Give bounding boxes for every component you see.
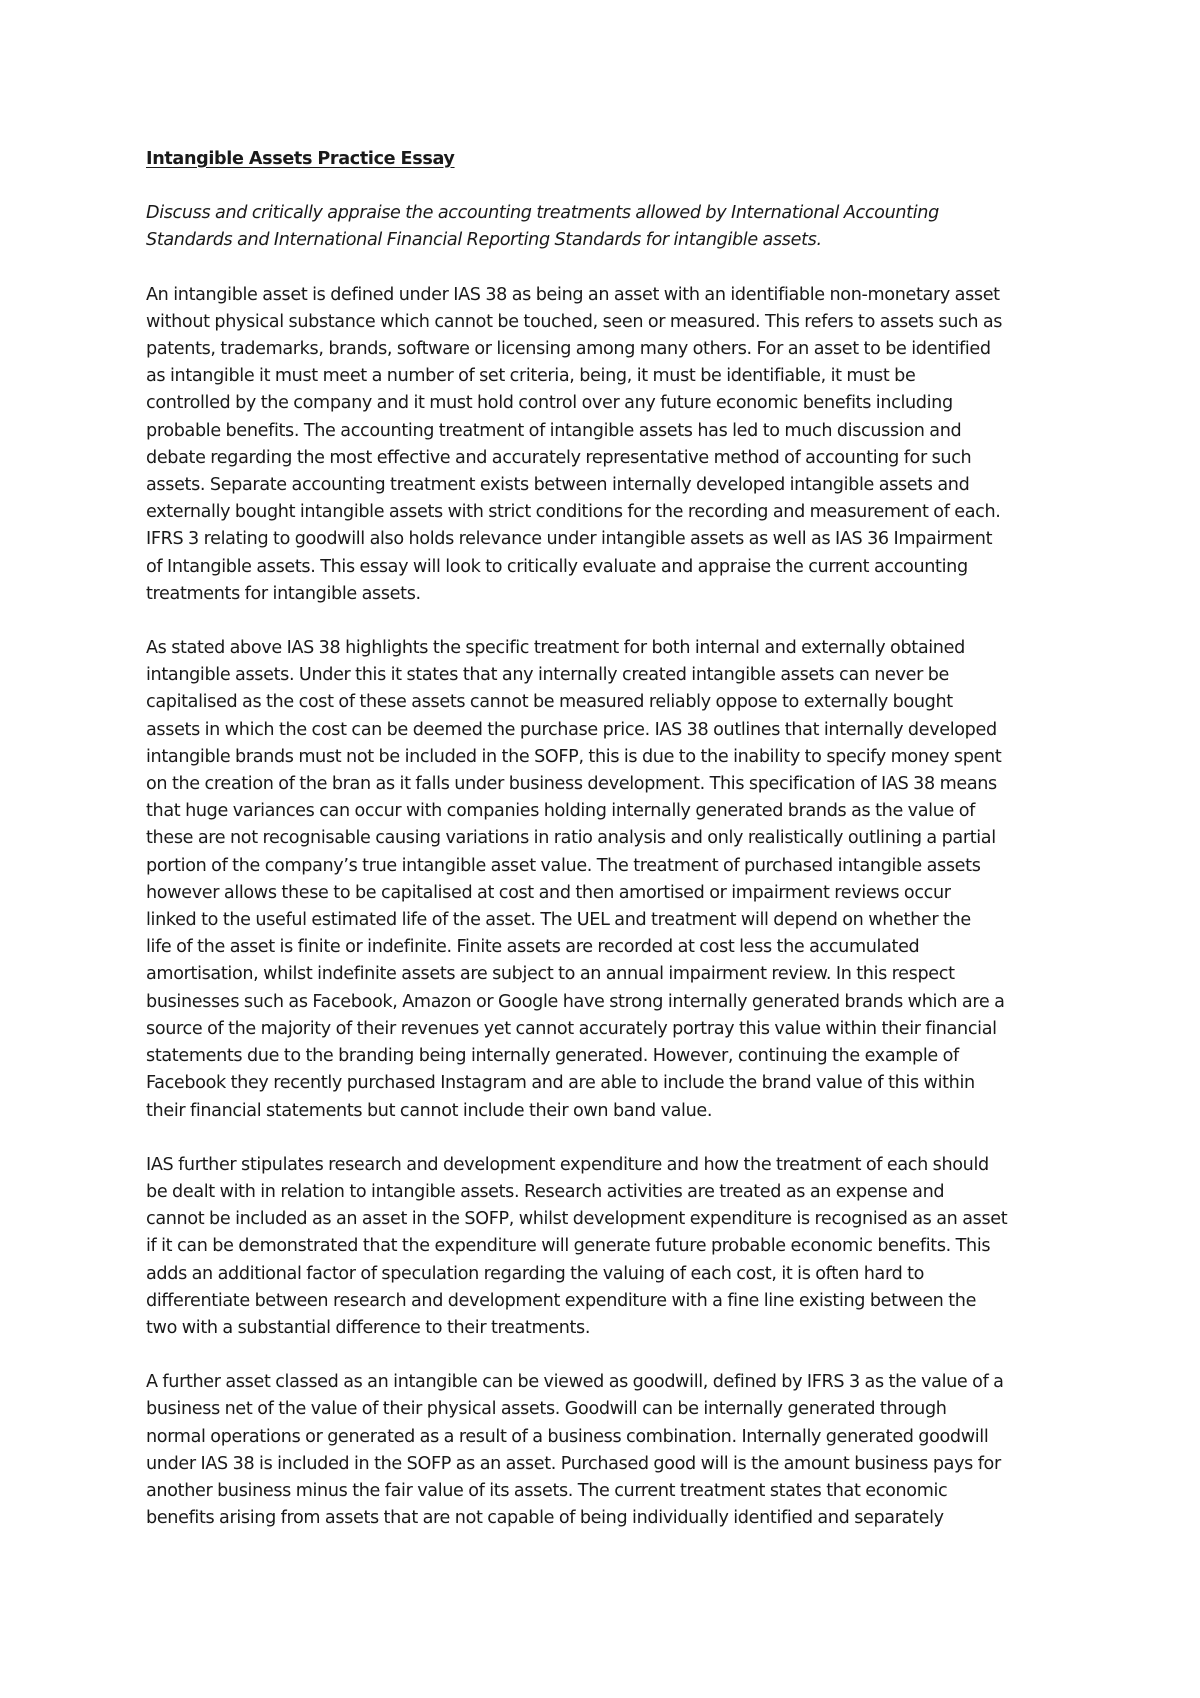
essay-paragraphs: [146, 282, 1076, 1533]
paragraph-line: these are not recognisable causing variations in ratio analysis and only realistically outlining a partial: [146, 828, 996, 849]
essay-title: Intangible Assets Practice Essay: [146, 149, 455, 169]
paragraph-line: benefits arising from assets that are not capable of being individually identified and separately: [146, 1508, 944, 1529]
paragraph-line: without physical substance which cannot be touched, seen or measured. This refers to assets such as: [146, 311, 1003, 332]
paragraph-line: Facebook they recently purchased Instagram and are able to include the brand value of this within: [146, 1073, 975, 1094]
paragraph-line: debate regarding the most effective and accurately representative method of accounting for such: [146, 447, 972, 468]
paragraph-line: patents, trademarks, brands, software or licensing among many others. For an asset to be identified: [146, 339, 991, 360]
paragraph-line: be dealt with in relation to intangible assets. Research activities are treated as an expense and: [146, 1181, 945, 1202]
paragraph-line: two with a substantial difference to their treatments.: [146, 1317, 591, 1338]
paragraph-line: however allows these to be capitalised at cost and then amortised or impairment reviews occur: [146, 882, 951, 903]
paragraph-line: of Intangible assets. This essay will look to critically evaluate and appraise the current accounting: [146, 556, 968, 577]
question-line: Discuss and critically appraise the accounting treatments allowed by International Accounting: [146, 203, 939, 224]
paragraph-line: intangible brands must not be included in the SOFP, this is due to the inability to specify money spent: [146, 746, 1002, 767]
paragraph-line: assets in which the cost can be deemed the purchase price. IAS 38 outlines that internally developed: [146, 719, 997, 740]
paragraph-line: assets. Separate accounting treatment exists between internally developed intangible assets and: [146, 475, 970, 496]
body-paragraph: [146, 1369, 1076, 1532]
paragraph-line: externally bought intangible assets with strict conditions for the recording and measurement of each.: [146, 502, 1001, 523]
body-paragraph: [146, 1152, 1076, 1342]
paragraph-line: businesses such as Facebook, Amazon or Google have strong internally generated brands which are a: [146, 991, 1005, 1012]
essay-body: [146, 146, 1076, 1559]
paragraph-line: statements due to the branding being internally generated. However, continuing the example of: [146, 1046, 959, 1067]
question-line: Standards and International Financial Reporting Standards for intangible assets.: [146, 230, 822, 251]
paragraph-line: their financial statements but cannot include their own band value.: [146, 1100, 713, 1121]
paragraph-line: As stated above IAS 38 highlights the specific treatment for both internal and externally obtained: [146, 638, 965, 659]
paragraph-line: business net of the value of their physical assets. Goodwill can be internally generated through: [146, 1399, 947, 1420]
paragraph-line: probable benefits. The accounting treatment of intangible assets has led to much discussion and: [146, 420, 962, 441]
paragraph-line: source of the majority of their revenues yet cannot accurately portray this value within their financial: [146, 1018, 997, 1039]
paragraph-line: cannot be included as an asset in the SOFP, whilst development expenditure is recognised as an asset: [146, 1209, 1008, 1230]
paragraph-line: life of the asset is finite or indefinite. Finite assets are recorded at cost less the accumulated: [146, 937, 920, 958]
paragraph-line: capitalised as the cost of these assets cannot be measured reliably oppose to externally bought: [146, 692, 953, 713]
paragraph-line: another business minus the fair value of its assets. The current treatment states that economic: [146, 1480, 948, 1501]
paragraph-line: intangible assets. Under this it states that any internally created intangible assets can never be: [146, 665, 950, 686]
paragraph-line: normal operations or generated as a result of a business combination. Internally generated goodwill: [146, 1426, 989, 1447]
essay-question: [146, 200, 1076, 254]
paragraph-line: controlled by the company and it must hold control over any future economic benefits including: [146, 393, 953, 414]
paragraph-line: treatments for intangible assets.: [146, 583, 421, 604]
paragraph-line: portion of the company’s true intangible asset value. The treatment of purchased intangible assets: [146, 855, 981, 876]
paragraph-line: amortisation, whilst indefinite assets are subject to an annual impairment review. In this respect: [146, 964, 955, 985]
paragraph-line: if it can be demonstrated that the expenditure will generate future probable economic benefits. This: [146, 1236, 991, 1257]
paragraph-line: IAS further stipulates research and development expenditure and how the treatment of each should: [146, 1154, 989, 1175]
paragraph-line: An intangible asset is defined under IAS 38 as being an asset with an identifiable non-monetary asset: [146, 284, 1000, 305]
body-paragraph: [146, 635, 1076, 1125]
paragraph-line: on the creation of the bran as it falls under business development. This specification of IAS 38 means: [146, 774, 997, 795]
paragraph-line: IFRS 3 relating to goodwill also holds relevance under intangible assets as well as IAS 36 Impairment: [146, 529, 993, 550]
paragraph-line: linked to the useful estimated life of the asset. The UEL and treatment will depend on whether the: [146, 910, 971, 931]
paragraph-line: adds an additional factor of speculation regarding the valuing of each cost, it is often hard to: [146, 1263, 925, 1284]
paragraph-line: A further asset classed as an intangible can be viewed as goodwill, defined by IFRS 3 as the value of a: [146, 1372, 1004, 1393]
paragraph-line: under IAS 38 is included in the SOFP as an asset. Purchased good will is the amount business pays for: [146, 1453, 1001, 1474]
paragraph-line: differentiate between research and development expenditure with a fine line existing between the: [146, 1290, 977, 1311]
paragraph-line: as intangible it must meet a number of set criteria, being, it must be identifiable, it must be: [146, 366, 916, 387]
paragraph-line: that huge variances can occur with companies holding internally generated brands as the value of: [146, 801, 975, 822]
body-paragraph: [146, 282, 1076, 608]
